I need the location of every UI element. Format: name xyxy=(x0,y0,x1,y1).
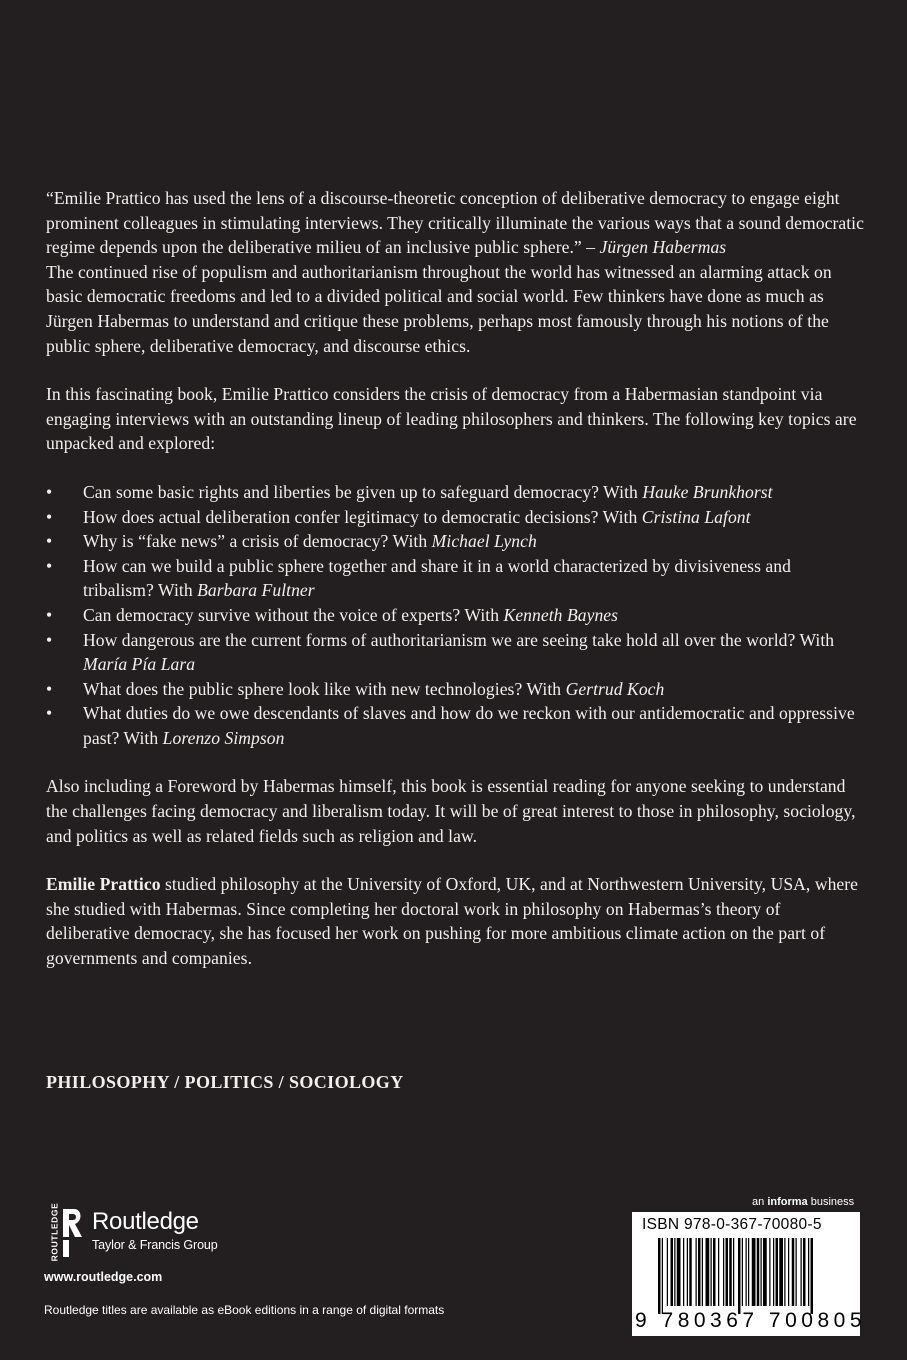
bullet: • xyxy=(46,678,53,699)
intro-paragraph: The continued rise of populism and authoritarianism throughout the world has witnessed an alarming attack on basic democratic freedoms and led to a divided political and social world. Few thinkers have done as much as Jürgen Habermas to understand and critique these problems, perhaps most famously through his notions of the public sphere, deliberative democracy, and discourse ethics. xyxy=(46,261,832,356)
barcode-bar xyxy=(733,1238,734,1306)
bullet: • xyxy=(46,703,53,724)
publisher-block xyxy=(44,1202,218,1284)
topic-name: Kenneth Baynes xyxy=(503,604,619,625)
subject-categories: PHILOSOPHY / POLITICS / SOCIOLOGY xyxy=(46,1072,404,1092)
isbn-label: ISBN 978-0-367-70080-5 xyxy=(642,1216,822,1233)
list-item xyxy=(46,554,866,603)
barcode-bar xyxy=(689,1238,692,1306)
barcode-bar xyxy=(748,1238,749,1306)
topic-name: Hauke Brunkhorst xyxy=(642,481,773,502)
topic-question: What does the public sphere look like with new technologies? With xyxy=(83,678,562,699)
topic-name: Barbara Fultner xyxy=(197,580,315,601)
list-item xyxy=(46,480,866,505)
topic-question: What duties do we owe descendants of slaves and how do we reckon with our antidemocratic and oppressive past? With xyxy=(83,703,855,748)
list-item xyxy=(46,529,866,554)
isbn-barcode-box xyxy=(632,1212,866,1336)
quote-author: Jürgen Habermas xyxy=(599,237,727,258)
barcode-bar xyxy=(796,1238,797,1306)
barcode-bar xyxy=(711,1238,712,1306)
barcode-icon xyxy=(636,1238,856,1318)
barcode-bar xyxy=(702,1238,703,1306)
topic-name: Michael Lynch xyxy=(431,531,537,552)
bullet: • xyxy=(46,629,53,650)
barcode-bar xyxy=(698,1238,701,1306)
routledge-r-icon xyxy=(60,1207,84,1259)
barcode-bar xyxy=(674,1238,675,1306)
barcode-bar xyxy=(752,1238,756,1306)
topic-question: Why is “fake news” a crisis of democracy? With xyxy=(83,531,428,552)
publisher-url[interactable]: www.routledge.com xyxy=(44,1270,163,1284)
publisher-logo xyxy=(44,1202,218,1262)
bullet: • xyxy=(46,531,53,552)
barcode-bar xyxy=(792,1238,795,1306)
barcode-bar xyxy=(718,1238,719,1306)
informa-tagline: an informa business xyxy=(752,1196,855,1208)
barcode-bar xyxy=(738,1238,741,1314)
barcode-bar xyxy=(726,1238,729,1306)
topic-name: Lorenzo Simpson xyxy=(162,727,285,748)
topic-question: How can we build a public sphere together and share it in a world characterized by divisiveness and tribalism? With xyxy=(83,555,791,601)
publisher-name: Routledge xyxy=(92,1208,199,1235)
barcode-bar xyxy=(773,1238,774,1306)
barcode-bar xyxy=(761,1238,762,1306)
barcode-digits: 9 780367 700805 xyxy=(635,1309,866,1332)
author-bio xyxy=(46,872,866,970)
bullet: • xyxy=(46,506,53,527)
barcode-bar xyxy=(667,1238,668,1306)
barcode-bar xyxy=(658,1238,661,1314)
quote-text: “Emilie Prattico has used the lens of a discourse-theoretic conception of deliberative democracy to engage eight prominent colleagues in stimulating interviews. They critically illuminate the various ways that a sound democratic regime depends upon the deliberative milieu of an inclusive public sphere.” – xyxy=(46,188,864,258)
barcode-bar xyxy=(788,1238,789,1306)
topic-question: How does actual deliberation confer legitimacy to democratic decisions? With xyxy=(83,506,638,527)
topic-name: Gertrud Koch xyxy=(565,678,665,699)
barcode-bar xyxy=(784,1238,785,1306)
barcode-bar xyxy=(803,1238,806,1306)
bullet: • xyxy=(46,604,53,625)
book-paragraph: In this fascinating book, Emilie Prattico considers the crisis of democracy from a Habermasian standpoint via engaging interviews with an outstanding lineup of leading philosophers and thinkers. The following key topics are unpacked and explored: xyxy=(46,384,857,454)
barcode-bar xyxy=(763,1238,767,1306)
barcode-bar xyxy=(696,1238,697,1306)
back-cover-text xyxy=(46,186,866,971)
barcode-bar xyxy=(729,1238,732,1306)
author-name: Emilie Prattico xyxy=(46,874,161,895)
barcode-bar xyxy=(713,1238,716,1306)
topic-name: Cristina Lafont xyxy=(641,506,751,527)
barcode-bar xyxy=(808,1238,809,1306)
publisher-text xyxy=(92,1207,218,1252)
author-bio-text: studied philosophy at the University of Oxford, UK, and at Northwestern University, USA, where she studied with Habermas. Since completing her doctoral work in philosophy on Habermas’s theory of deliberative democracy, she has focused her work on pushing for more ambitious climate action on the part of governments and companies. xyxy=(46,874,859,969)
barcode-bar xyxy=(776,1238,779,1306)
barcode-bar xyxy=(742,1238,743,1306)
topic-question: How dangerous are the current forms of authoritarianism we are seeing take hold all over the world? With xyxy=(83,629,835,650)
barcode-bar xyxy=(677,1238,681,1306)
barcode-bar xyxy=(723,1238,724,1306)
topics-list xyxy=(46,480,866,751)
informa-brand: informa xyxy=(767,1196,808,1208)
barcode-bar xyxy=(671,1238,674,1306)
foreword-paragraph: Also including a Foreword by Habermas himself, this book is essential reading for anyone seeking to understand the challenges facing democracy and liberalism today. It will be of great interest to those in philosophy, sociology, and politics as well as related fields such as religion and law. xyxy=(46,776,856,846)
list-item xyxy=(46,505,866,530)
logo-vertical-wordmark: ROUTLEDGE xyxy=(49,1202,60,1262)
barcode-bar xyxy=(687,1238,688,1306)
barcode-bar xyxy=(662,1238,663,1314)
barcode-bar xyxy=(779,1238,783,1306)
topic-question: Can some basic rights and liberties be given up to safeguard democracy? With xyxy=(83,481,638,502)
barcode-bar xyxy=(769,1238,770,1306)
topic-name: María Pía Lara xyxy=(83,654,196,675)
barcode-bar xyxy=(746,1238,747,1306)
endorsement-quote xyxy=(46,186,866,260)
list-item xyxy=(46,677,866,702)
barcode-bar xyxy=(683,1238,684,1306)
bullet: • xyxy=(46,555,53,576)
list-item xyxy=(46,628,866,677)
list-item xyxy=(46,701,866,750)
ebook-note: Routledge titles are available as eBook editions in a range of digital formats xyxy=(44,1303,445,1317)
barcode-bar xyxy=(757,1238,760,1306)
barcode-bar xyxy=(801,1238,802,1306)
barcode-bar xyxy=(706,1238,710,1306)
topic-question: Can democracy survive without the voice of experts? With xyxy=(83,604,500,625)
barcode-bar xyxy=(811,1238,814,1314)
bullet: • xyxy=(46,481,53,502)
list-item xyxy=(46,603,866,628)
publisher-group: Taylor & Francis Group xyxy=(92,1238,218,1252)
